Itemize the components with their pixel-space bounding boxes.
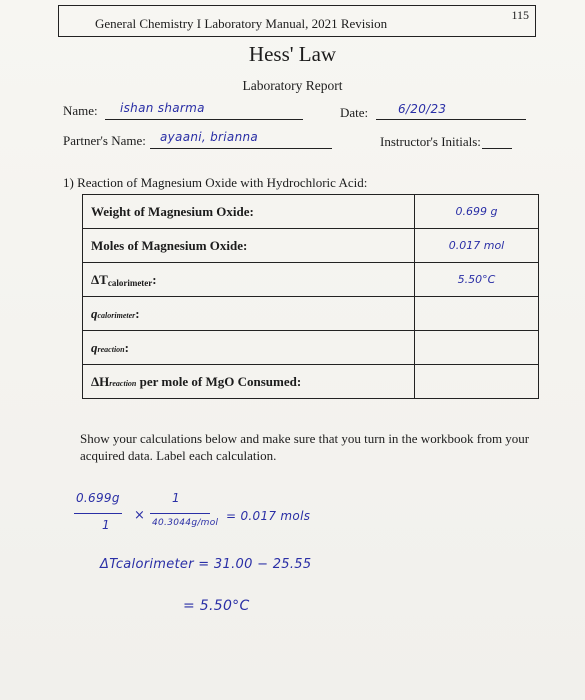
name-line	[105, 119, 303, 120]
partner-line	[150, 148, 332, 149]
manual-title: General Chemistry I Laboratory Manual, 2021 Revision	[95, 16, 388, 31]
work-numerator-2: 1	[172, 491, 180, 505]
section-title: 1) Reaction of Magnesium Oxide with Hydrochloric Acid:	[63, 175, 368, 190]
table-row	[83, 229, 539, 263]
instructions-text: Show your calculations below and make sure that you turn in the workbook from your acquired data. Label each calculation.	[80, 431, 530, 463]
row-label: Weight of Magnesium Oxide:	[83, 195, 415, 229]
label-end: per mole of MgO Consumed:	[136, 373, 302, 389]
data-table	[82, 194, 539, 399]
work-denominator-2: 40.3044g/mol	[152, 518, 219, 528]
label-main: q	[91, 305, 98, 321]
label-main: ΔH	[91, 373, 110, 389]
partner-field[interactable]: ayaani, brianna	[160, 130, 259, 144]
table-row	[83, 331, 539, 365]
work-line-2: ΔTcalorimeter = 31.00 − 25.55	[100, 557, 312, 572]
row-value[interactable]	[415, 297, 539, 331]
partner-label: Partner's Name:	[63, 133, 146, 148]
work-denominator-1: 1	[102, 518, 110, 532]
row-label	[83, 297, 415, 331]
work-result-1: = 0.017 mols	[226, 509, 311, 523]
name-field[interactable]: ishan sharma	[120, 101, 205, 115]
label-main: ΔT	[91, 271, 108, 287]
label-sub: calorimeter	[97, 310, 136, 320]
label-end: :	[152, 271, 157, 287]
date-label: Date:	[340, 105, 369, 120]
row-value[interactable]	[415, 365, 539, 399]
label-main: q	[91, 339, 98, 355]
page-number: 115	[511, 8, 529, 22]
table-row	[83, 365, 539, 399]
label-sub: reaction	[109, 378, 137, 388]
table-row	[83, 195, 539, 229]
instructor-label: Instructor's Initials:	[380, 134, 481, 149]
work-line-3: = 5.50°C	[183, 598, 250, 614]
date-field[interactable]: 6/20/23	[398, 102, 447, 116]
row-value[interactable]	[415, 331, 539, 365]
name-label: Name:	[63, 103, 98, 118]
page-title: Hess' Law	[248, 42, 337, 66]
table-row	[83, 263, 539, 297]
row-value[interactable]: 0.017 mol	[415, 229, 539, 263]
row-label	[83, 365, 415, 399]
label-sub: calorimeter	[107, 277, 153, 288]
label-end: :	[124, 339, 129, 355]
row-value[interactable]: 0.699 g	[415, 195, 539, 229]
label-sub: reaction	[97, 344, 125, 354]
row-label: Moles of Magnesium Oxide:	[83, 229, 415, 263]
report-subtitle: Laboratory Report	[242, 78, 343, 93]
label-end: :	[135, 305, 140, 321]
table-row	[83, 297, 539, 331]
instructor-line[interactable]	[482, 148, 512, 149]
row-value[interactable]: 5.50°C	[415, 263, 539, 297]
row-label	[83, 331, 415, 365]
work-times: ×	[134, 508, 146, 523]
row-label	[83, 263, 415, 297]
work-numerator-1: 0.699g	[76, 491, 120, 505]
date-line	[376, 119, 526, 120]
